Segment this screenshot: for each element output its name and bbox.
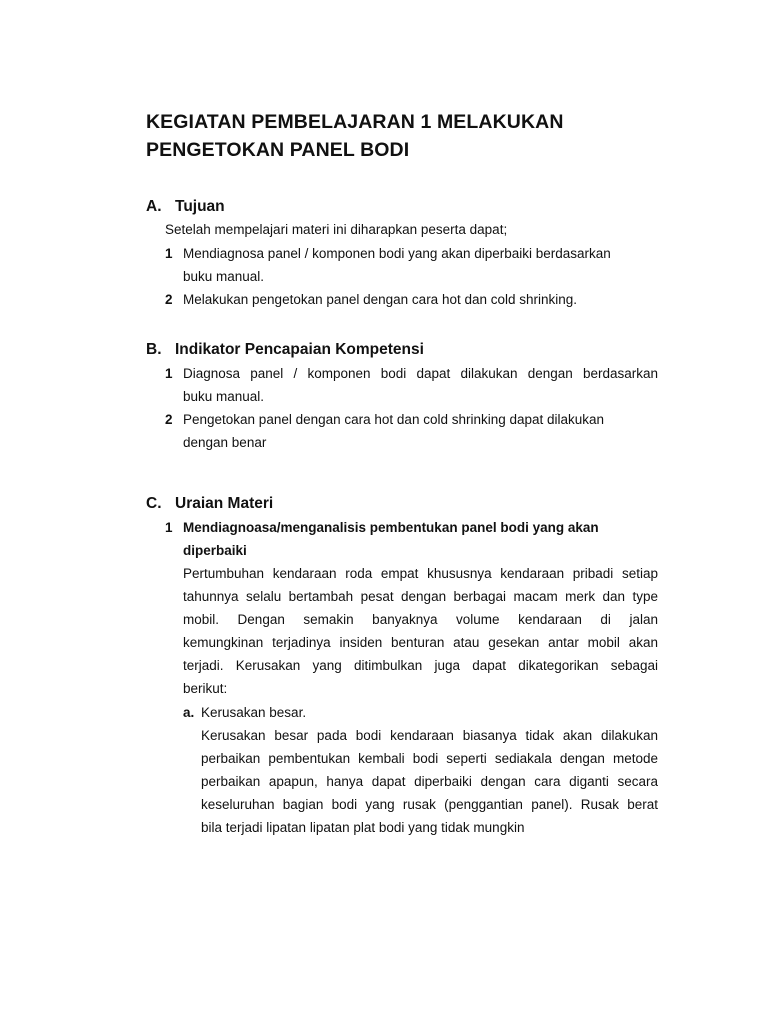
section-b-letter: B.	[146, 341, 162, 358]
list-item-text: buku manual.	[183, 269, 265, 284]
paragraph-line: bila terjadi lipatan lipatan plat bodi yang tidak mungkin	[201, 820, 525, 835]
sub-paragraph	[201, 724, 658, 839]
list-item-text: Mendiagnosa panel / komponen bodi yang akan diperbaiki berdasarkan	[183, 246, 611, 261]
list-item-text: dengan benar	[183, 435, 267, 450]
paragraph-line: kemungkinan terjadinya insiden benturan atau gesekan antar mobil akan	[183, 635, 658, 650]
list-number: 1	[165, 246, 173, 261]
section-c-title: Uraian Materi	[175, 495, 274, 512]
paragraph-line: tahunnya selalu bertambah pesat dengan berbagai macam merk dan type	[183, 589, 658, 604]
list-number: 2	[165, 292, 173, 307]
page-title	[146, 108, 666, 164]
paragraph-line: terjadi. Kerusakan yang ditimbulkan juga dapat dikategorikan sebagai	[183, 658, 658, 673]
subsection-heading: diperbaiki	[183, 543, 247, 558]
sub-item-a	[183, 701, 306, 724]
paragraph-line: perbaikan pembentukan kembali bodi seperti sediakala dengan metode	[201, 751, 658, 766]
sub-item-letter: a.	[183, 705, 195, 720]
section-b-heading	[146, 341, 424, 359]
paragraph-line: keseluruhan bagian bodi yang rusak (penggantian panel). Rusak berat	[201, 797, 658, 812]
paragraph-line: Pertumbuhan kendaraan roda empat khususnya kendaraan pribadi setiap	[183, 566, 658, 581]
paragraph-line: perbaikan apapun, hanya dapat diperbaiki dengan cara diganti secara	[201, 774, 658, 789]
section-a-title: Tujuan	[175, 198, 225, 215]
list-item-text: Melakukan pengetokan panel dengan cara hot dan cold shrinking.	[183, 292, 578, 307]
paragraph-line: mobil. Dengan semakin banyaknya volume kendaraan di jalan	[183, 612, 658, 627]
subsection-heading: Mendiagnoasa/menganalisis pembentukan panel bodi yang akan	[183, 520, 599, 535]
section-c-letter: C.	[146, 495, 162, 512]
title-line-1: KEGIATAN PEMBELAJARAN 1 MELAKUKAN	[146, 111, 564, 133]
title-line-2: PENGETOKAN PANEL BODI	[146, 139, 410, 161]
list-number: 1	[165, 520, 173, 535]
list-number: 1	[165, 366, 173, 381]
list-item-text: Pengetokan panel dengan cara hot dan cold shrinking dapat dilakukan	[183, 412, 605, 427]
sub-item-label: Kerusakan besar.	[201, 705, 307, 720]
section-a-intro: Setelah mempelajari materi ini diharapkan peserta dapat;	[165, 222, 508, 237]
list-item-text: buku manual.	[183, 389, 265, 404]
section-b-title: Indikator Pencapaian Kompetensi	[175, 341, 424, 358]
paragraph-line: berikut:	[183, 681, 228, 696]
list-item-text: Diagnosa panel / komponen bodi dapat dilakukan dengan berdasarkan	[183, 366, 658, 381]
section-a-heading	[146, 198, 225, 216]
section-c-heading	[146, 495, 273, 513]
body-paragraph	[183, 562, 658, 700]
list-number: 2	[165, 412, 173, 427]
paragraph-line: Kerusakan besar pada bodi kendaraan biasanya tidak akan dilakukan	[201, 728, 658, 743]
section-a-letter: A.	[146, 198, 162, 215]
